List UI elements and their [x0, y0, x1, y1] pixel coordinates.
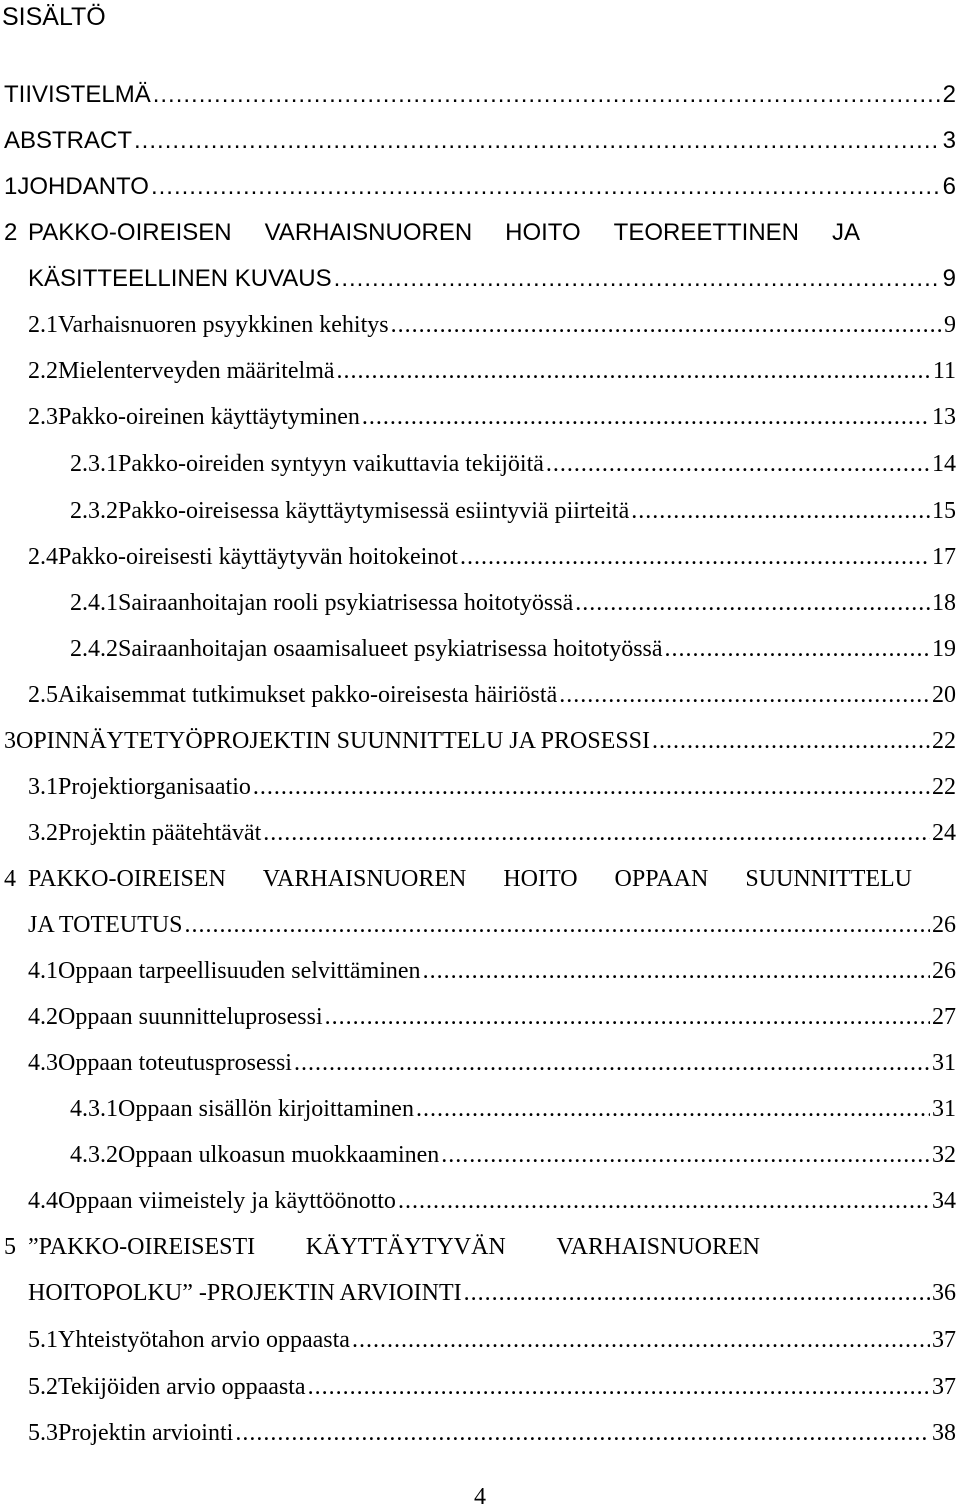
toc-entry-number: 4.3.1 — [70, 1096, 118, 1122]
dot-leader — [337, 356, 931, 386]
toc-entry-page: 18 — [932, 590, 956, 616]
toc-entry — [28, 910, 956, 940]
dot-leader — [362, 402, 930, 432]
toc-entry-title: Projektin arviointi — [58, 1420, 234, 1446]
toc-entry-number: 2.4 — [28, 544, 58, 570]
toc-entry-number: 5.1 — [28, 1327, 58, 1353]
dot-leader — [423, 956, 930, 986]
toc-entry-number: 2.5 — [28, 682, 58, 708]
toc-entry — [4, 726, 956, 756]
toc-entry-title: Yhteistyötahon arvio oppaasta — [58, 1327, 350, 1353]
dot-leader — [325, 1002, 930, 1032]
toc-entry-title: Tekijöiden arvio oppaasta — [58, 1374, 306, 1400]
toc-entry — [28, 264, 956, 294]
toc-entry-number: 2.3 — [28, 404, 58, 430]
toc-entry-page: 11 — [932, 358, 956, 384]
dot-leader — [334, 264, 941, 294]
dot-leader — [460, 542, 930, 572]
dot-leader — [416, 1094, 930, 1124]
toc-entry-page: 26 — [932, 958, 956, 984]
toc-entry — [4, 1232, 760, 1262]
toc-entry-number: 4.1 — [28, 958, 58, 984]
toc-entry-number: 4.2 — [28, 1004, 58, 1030]
page-number: 4 — [474, 1484, 486, 1510]
toc-entry-number: 3.2 — [28, 820, 58, 846]
toc-entry — [70, 634, 956, 664]
toc-entry — [70, 1094, 956, 1124]
toc-entry-title: ABSTRACT — [4, 127, 133, 154]
toc-entry — [70, 496, 956, 526]
toc-entry — [28, 1048, 956, 1078]
toc-entry-number: 5.3 — [28, 1420, 58, 1446]
toc-entry-title: Projektiorganisaatio — [58, 774, 251, 800]
toc-entry-page: 9 — [944, 312, 956, 338]
toc-entry-title: Oppaan toteutusprosessi — [58, 1050, 292, 1076]
toc-entry-title: Oppaan sisällön kirjoittaminen — [118, 1096, 414, 1122]
toc-entry-title: Oppaan tarpeellisuuden selvittäminen — [58, 958, 421, 984]
toc-entry-page: 36 — [932, 1280, 956, 1306]
toc-entry — [70, 588, 956, 618]
toc-entry-title: OPINNÄYTETYÖPROJEKTIN SUUNNITTELU JA PROSESSI — [16, 728, 651, 754]
toc-entry-title: Oppaan suunnitteluprosessi — [58, 1004, 323, 1030]
dot-leader — [631, 496, 930, 526]
toc-entry — [70, 1140, 956, 1170]
toc-entry-number: 2.2 — [28, 358, 58, 384]
toc-entry — [28, 542, 956, 572]
toc-entry — [70, 449, 956, 479]
toc-entry — [28, 356, 956, 386]
toc-entry — [28, 772, 956, 802]
toc-entry-number: 2 — [4, 219, 18, 246]
toc-entry-page: 26 — [932, 912, 956, 938]
toc-entry-page: 14 — [932, 451, 956, 477]
dot-leader — [263, 818, 930, 848]
toc-entry-page: 15 — [932, 498, 956, 524]
toc-entry-page: 9 — [942, 265, 956, 292]
toc-heading: SISÄLTÖ — [2, 3, 106, 31]
toc-entry-number: 2.3.2 — [70, 498, 118, 524]
toc-entry-number: 4 — [4, 866, 16, 892]
toc-entry — [28, 680, 956, 710]
dot-leader — [235, 1418, 930, 1448]
toc-entry — [4, 126, 956, 156]
toc-entry-page: 37 — [932, 1374, 956, 1400]
toc-entry-title: PAKKO-OIREISEN VARHAISNUOREN HOITO TEOREETTINEN JA — [28, 219, 860, 246]
toc-entry-number: 3 — [4, 728, 16, 754]
toc-entry-title: ”PAKKO-OIREISESTI KÄYTTÄYTYVÄN VARHAISNUOREN — [28, 1234, 760, 1260]
toc-entry-title: Pakko-oireisessa käyttäytymisessä esiintyviä piirteitä — [118, 498, 630, 524]
toc-entry-title: Oppaan ulkoasun muokkaaminen — [118, 1142, 440, 1168]
toc-entry-title: Sairaanhoitajan osaamisalueet psykiatrisessa hoitotyössä — [118, 636, 663, 662]
toc-entry-title: Oppaan viimeistely ja käyttöönotto — [58, 1188, 396, 1214]
toc-entry-page: 19 — [932, 636, 956, 662]
toc-entry-title: KÄSITTEELLINEN KUVAUS — [28, 265, 332, 292]
toc-entry-number: 3.1 — [28, 774, 58, 800]
toc-entry-page: 31 — [932, 1050, 956, 1076]
toc-entry-title: Mielenterveyden määritelmä — [58, 358, 335, 384]
toc-entry — [28, 818, 956, 848]
toc-entry-page: 2 — [942, 81, 956, 108]
toc-entry-title: Pakko-oireisesti käyttäytyvän hoitokeinot — [58, 544, 458, 570]
toc-entry-title: Sairaanhoitajan rooli psykiatrisessa hoitotyössä — [118, 590, 574, 616]
toc-entry-title: Projektin päätehtävät — [58, 820, 262, 846]
dot-leader — [441, 1140, 930, 1170]
toc-entry-title: Aikaisemmat tutkimukset pakko-oireisesta häiriöstä — [58, 682, 558, 708]
toc-entry — [28, 1002, 956, 1032]
dot-leader — [308, 1372, 930, 1402]
toc-entry-page: 37 — [932, 1327, 956, 1353]
dot-leader — [546, 449, 930, 479]
toc-entry-page: 20 — [932, 682, 956, 708]
toc-entry-title: JA TOTEUTUS — [28, 912, 183, 938]
toc-entry-number: 5 — [4, 1234, 16, 1260]
toc-entry-page: 24 — [932, 820, 956, 846]
toc-entry-number: 4.3 — [28, 1050, 58, 1076]
toc-entry-number: 2.4.1 — [70, 590, 118, 616]
toc-entry-title: Pakko-oireinen käyttäytyminen — [58, 404, 360, 430]
dot-leader — [253, 772, 930, 802]
toc-entry — [28, 310, 956, 340]
toc-entry-page: 31 — [932, 1096, 956, 1122]
toc-entry — [28, 1418, 956, 1448]
dot-leader — [398, 1186, 930, 1216]
toc-entry-page: 32 — [932, 1142, 956, 1168]
toc-entry-number: 1 — [4, 173, 18, 200]
toc-entry — [28, 1278, 956, 1308]
toc-entry — [28, 1372, 956, 1402]
toc-entry-page: 34 — [932, 1188, 956, 1214]
toc-entry-title: JOHDANTO — [17, 173, 149, 200]
toc-entry-title: Pakko-oireiden syntyyn vaikuttavia tekijöitä — [118, 451, 544, 477]
dot-leader — [153, 80, 941, 110]
dot-leader — [184, 910, 930, 940]
toc-entry — [4, 218, 860, 248]
dot-leader — [464, 1278, 930, 1308]
toc-entry-page: 22 — [932, 728, 956, 754]
dot-leader — [391, 310, 942, 340]
toc-entry-page: 38 — [932, 1420, 956, 1446]
toc-entry-page: 13 — [932, 404, 956, 430]
toc-entry-title: HOITOPOLKU” -PROJEKTIN ARVIOINTI — [28, 1280, 462, 1306]
toc-entry — [4, 864, 912, 894]
dot-leader — [294, 1048, 930, 1078]
dot-leader — [575, 588, 930, 618]
toc-entry — [4, 80, 956, 110]
dot-leader — [352, 1325, 930, 1355]
dot-leader — [151, 172, 941, 202]
toc-entry-page: 17 — [932, 544, 956, 570]
toc-entry — [28, 402, 956, 432]
toc-entry — [28, 1186, 956, 1216]
toc-entry-title: TIIVISTELMÄ — [4, 81, 151, 108]
toc-entry-number: 4.3.2 — [70, 1142, 118, 1168]
toc-entry-number: 2.1 — [28, 312, 58, 338]
toc-entry — [28, 956, 956, 986]
toc-entry-page: 22 — [932, 774, 956, 800]
toc-entry-title: PAKKO-OIREISEN VARHAISNUOREN HOITO OPPAAN SUUNNITTELU — [28, 866, 912, 892]
toc-entry — [28, 1325, 956, 1355]
toc-entry-page: 27 — [932, 1004, 956, 1030]
toc-entry-number: 2.3.1 — [70, 451, 118, 477]
toc-entry-page: 3 — [942, 127, 956, 154]
dot-leader — [665, 634, 930, 664]
dot-leader — [134, 126, 941, 156]
toc-entry-number: 4.4 — [28, 1188, 58, 1214]
toc-entry-number: 2.4.2 — [70, 636, 118, 662]
dot-leader — [559, 680, 930, 710]
dot-leader — [652, 726, 930, 756]
toc-entry — [4, 172, 956, 202]
toc-entry-page: 6 — [942, 173, 956, 200]
toc-entry-title: Varhaisnuoren psyykkinen kehitys — [58, 312, 389, 338]
toc-entry-number: 5.2 — [28, 1374, 58, 1400]
